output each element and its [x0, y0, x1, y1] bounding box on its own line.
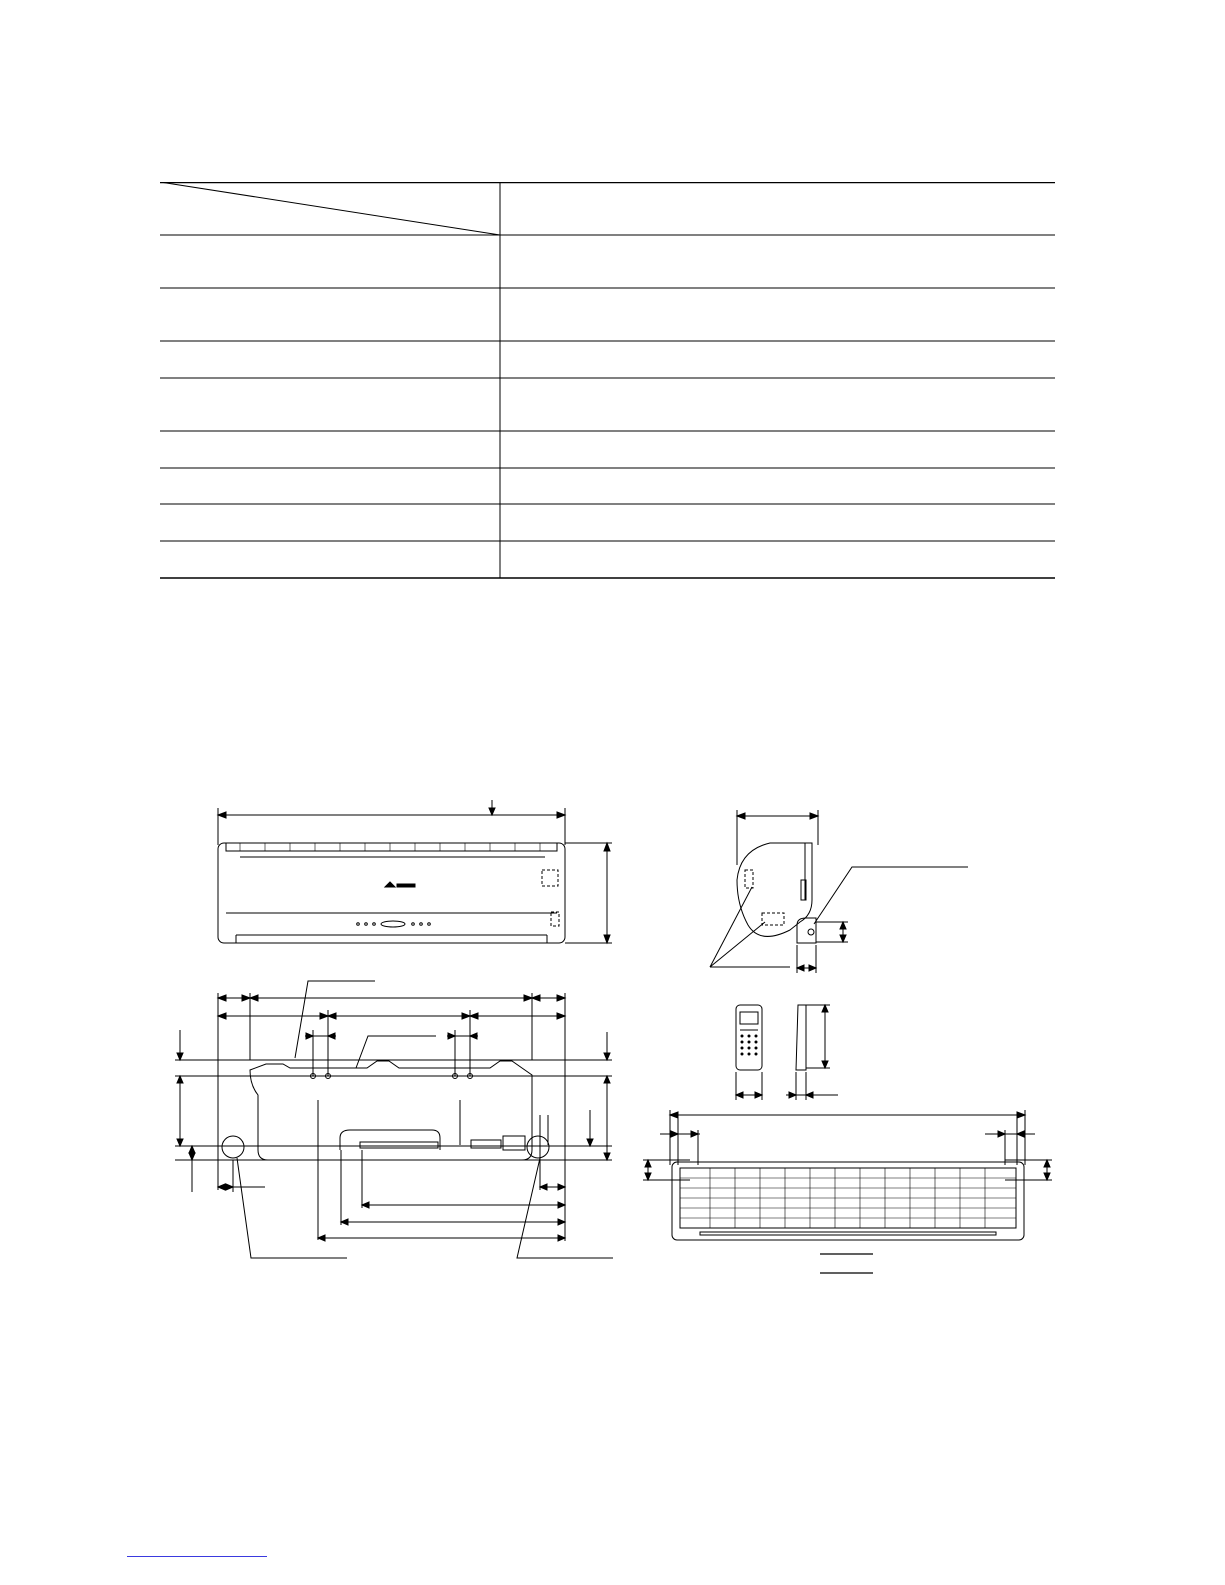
side-view: [710, 810, 968, 973]
remote-controller: [736, 1005, 838, 1100]
brand-logo-icon: [385, 882, 395, 887]
bottom-view: [643, 1110, 1052, 1273]
front-view: [218, 800, 612, 943]
back-view: [175, 981, 613, 1258]
footer-link-underline: [127, 1556, 267, 1557]
